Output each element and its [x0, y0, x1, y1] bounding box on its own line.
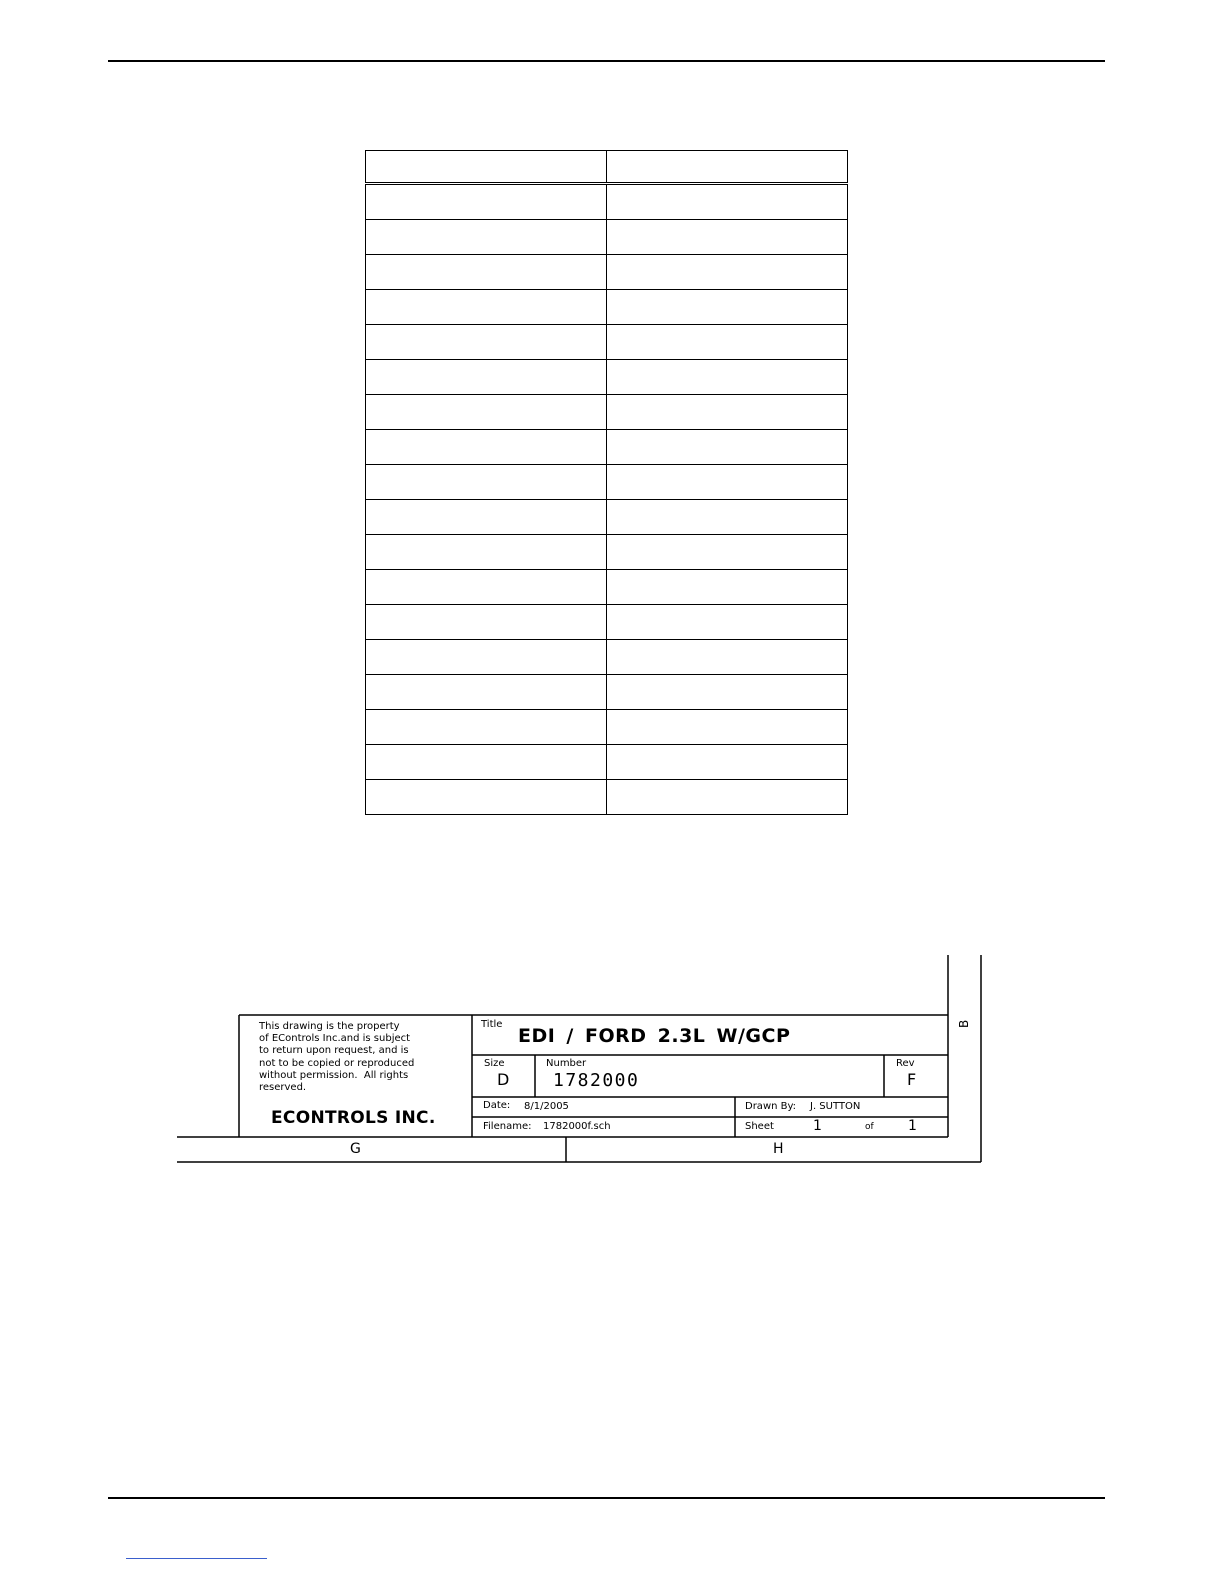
number-label: Number	[546, 1058, 587, 1069]
table-cell	[366, 360, 607, 395]
table-header-cell	[366, 151, 607, 184]
zone-label-g: G	[350, 1141, 361, 1157]
table-row	[366, 395, 848, 430]
table-cell	[366, 535, 607, 570]
table-cell	[366, 430, 607, 465]
table-row	[366, 535, 848, 570]
table-row	[366, 220, 848, 255]
ownership-notice: This drawing is the property of EControls Inc.and is subject to return upon request, and is not to be copied or reproduced without permission. All rights reserved.	[259, 1021, 415, 1094]
table-cell	[366, 220, 607, 255]
table-cell	[607, 220, 848, 255]
table-row	[366, 780, 848, 815]
table-row	[366, 605, 848, 640]
table-cell	[366, 465, 607, 500]
zone-label-side: B	[957, 1019, 971, 1028]
table-cell	[607, 430, 848, 465]
table-cell	[607, 605, 848, 640]
table-row	[366, 184, 848, 220]
number-value: 1782000	[553, 1070, 640, 1091]
table-cell	[366, 605, 607, 640]
table-cell	[607, 570, 848, 605]
table-row	[366, 255, 848, 290]
company-name: ECONTROLS INC.	[271, 1108, 436, 1128]
table-cell	[366, 290, 607, 325]
table-cell	[366, 395, 607, 430]
zone-label-h: H	[773, 1141, 784, 1157]
table-cell	[607, 325, 848, 360]
drawing-title: EDI / FORD 2.3L W/GCP	[518, 1025, 791, 1047]
table-cell	[607, 710, 848, 745]
date-value: 8/1/2005	[524, 1101, 569, 1112]
header-rule	[108, 60, 1105, 62]
table-cell	[607, 535, 848, 570]
table-row	[366, 430, 848, 465]
date-label: Date:	[483, 1100, 511, 1111]
sheet-value: 1	[813, 1118, 822, 1134]
table-cell	[366, 500, 607, 535]
filename-label: Filename:	[483, 1121, 532, 1132]
table-row	[366, 325, 848, 360]
table-cell	[366, 780, 607, 815]
table-cell	[607, 780, 848, 815]
table-row	[366, 500, 848, 535]
table-cell	[607, 395, 848, 430]
table-cell	[607, 640, 848, 675]
table-row	[366, 675, 848, 710]
table-row	[366, 710, 848, 745]
table-cell	[607, 745, 848, 780]
table-cell	[366, 710, 607, 745]
rev-label: Rev	[896, 1058, 915, 1069]
table-row	[366, 570, 848, 605]
table-row	[366, 640, 848, 675]
sheet-label: Sheet	[745, 1121, 774, 1132]
footer-rule	[108, 1497, 1105, 1499]
drawn-by-value: J. SUTTON	[810, 1101, 861, 1112]
table-cell	[366, 255, 607, 290]
table-cell	[607, 184, 848, 220]
size-value: D	[497, 1070, 510, 1089]
table-cell	[607, 500, 848, 535]
size-label: Size	[484, 1058, 505, 1069]
table-row	[366, 745, 848, 780]
table-header-row	[366, 151, 848, 184]
table-row	[366, 465, 848, 500]
table-cell	[366, 745, 607, 780]
table-cell	[366, 640, 607, 675]
filename-value: 1782000f.sch	[543, 1121, 611, 1132]
empty-data-table	[365, 150, 848, 815]
table-cell	[366, 325, 607, 360]
rev-value: F	[907, 1070, 917, 1089]
table-row	[366, 360, 848, 395]
table-cell	[366, 570, 607, 605]
of-label: of	[865, 1122, 874, 1132]
title-label: Title	[481, 1019, 503, 1030]
table-cell	[607, 290, 848, 325]
table-cell	[607, 255, 848, 290]
table-header-cell	[607, 151, 848, 184]
table-cell	[607, 465, 848, 500]
table-cell	[607, 675, 848, 710]
footer-link-underline[interactable]	[126, 1558, 267, 1559]
table-cell	[366, 184, 607, 220]
drawn-by-label: Drawn By:	[745, 1101, 797, 1112]
table-cell	[366, 675, 607, 710]
total-sheets-value: 1	[908, 1118, 917, 1134]
table-row	[366, 290, 848, 325]
table-cell	[607, 360, 848, 395]
